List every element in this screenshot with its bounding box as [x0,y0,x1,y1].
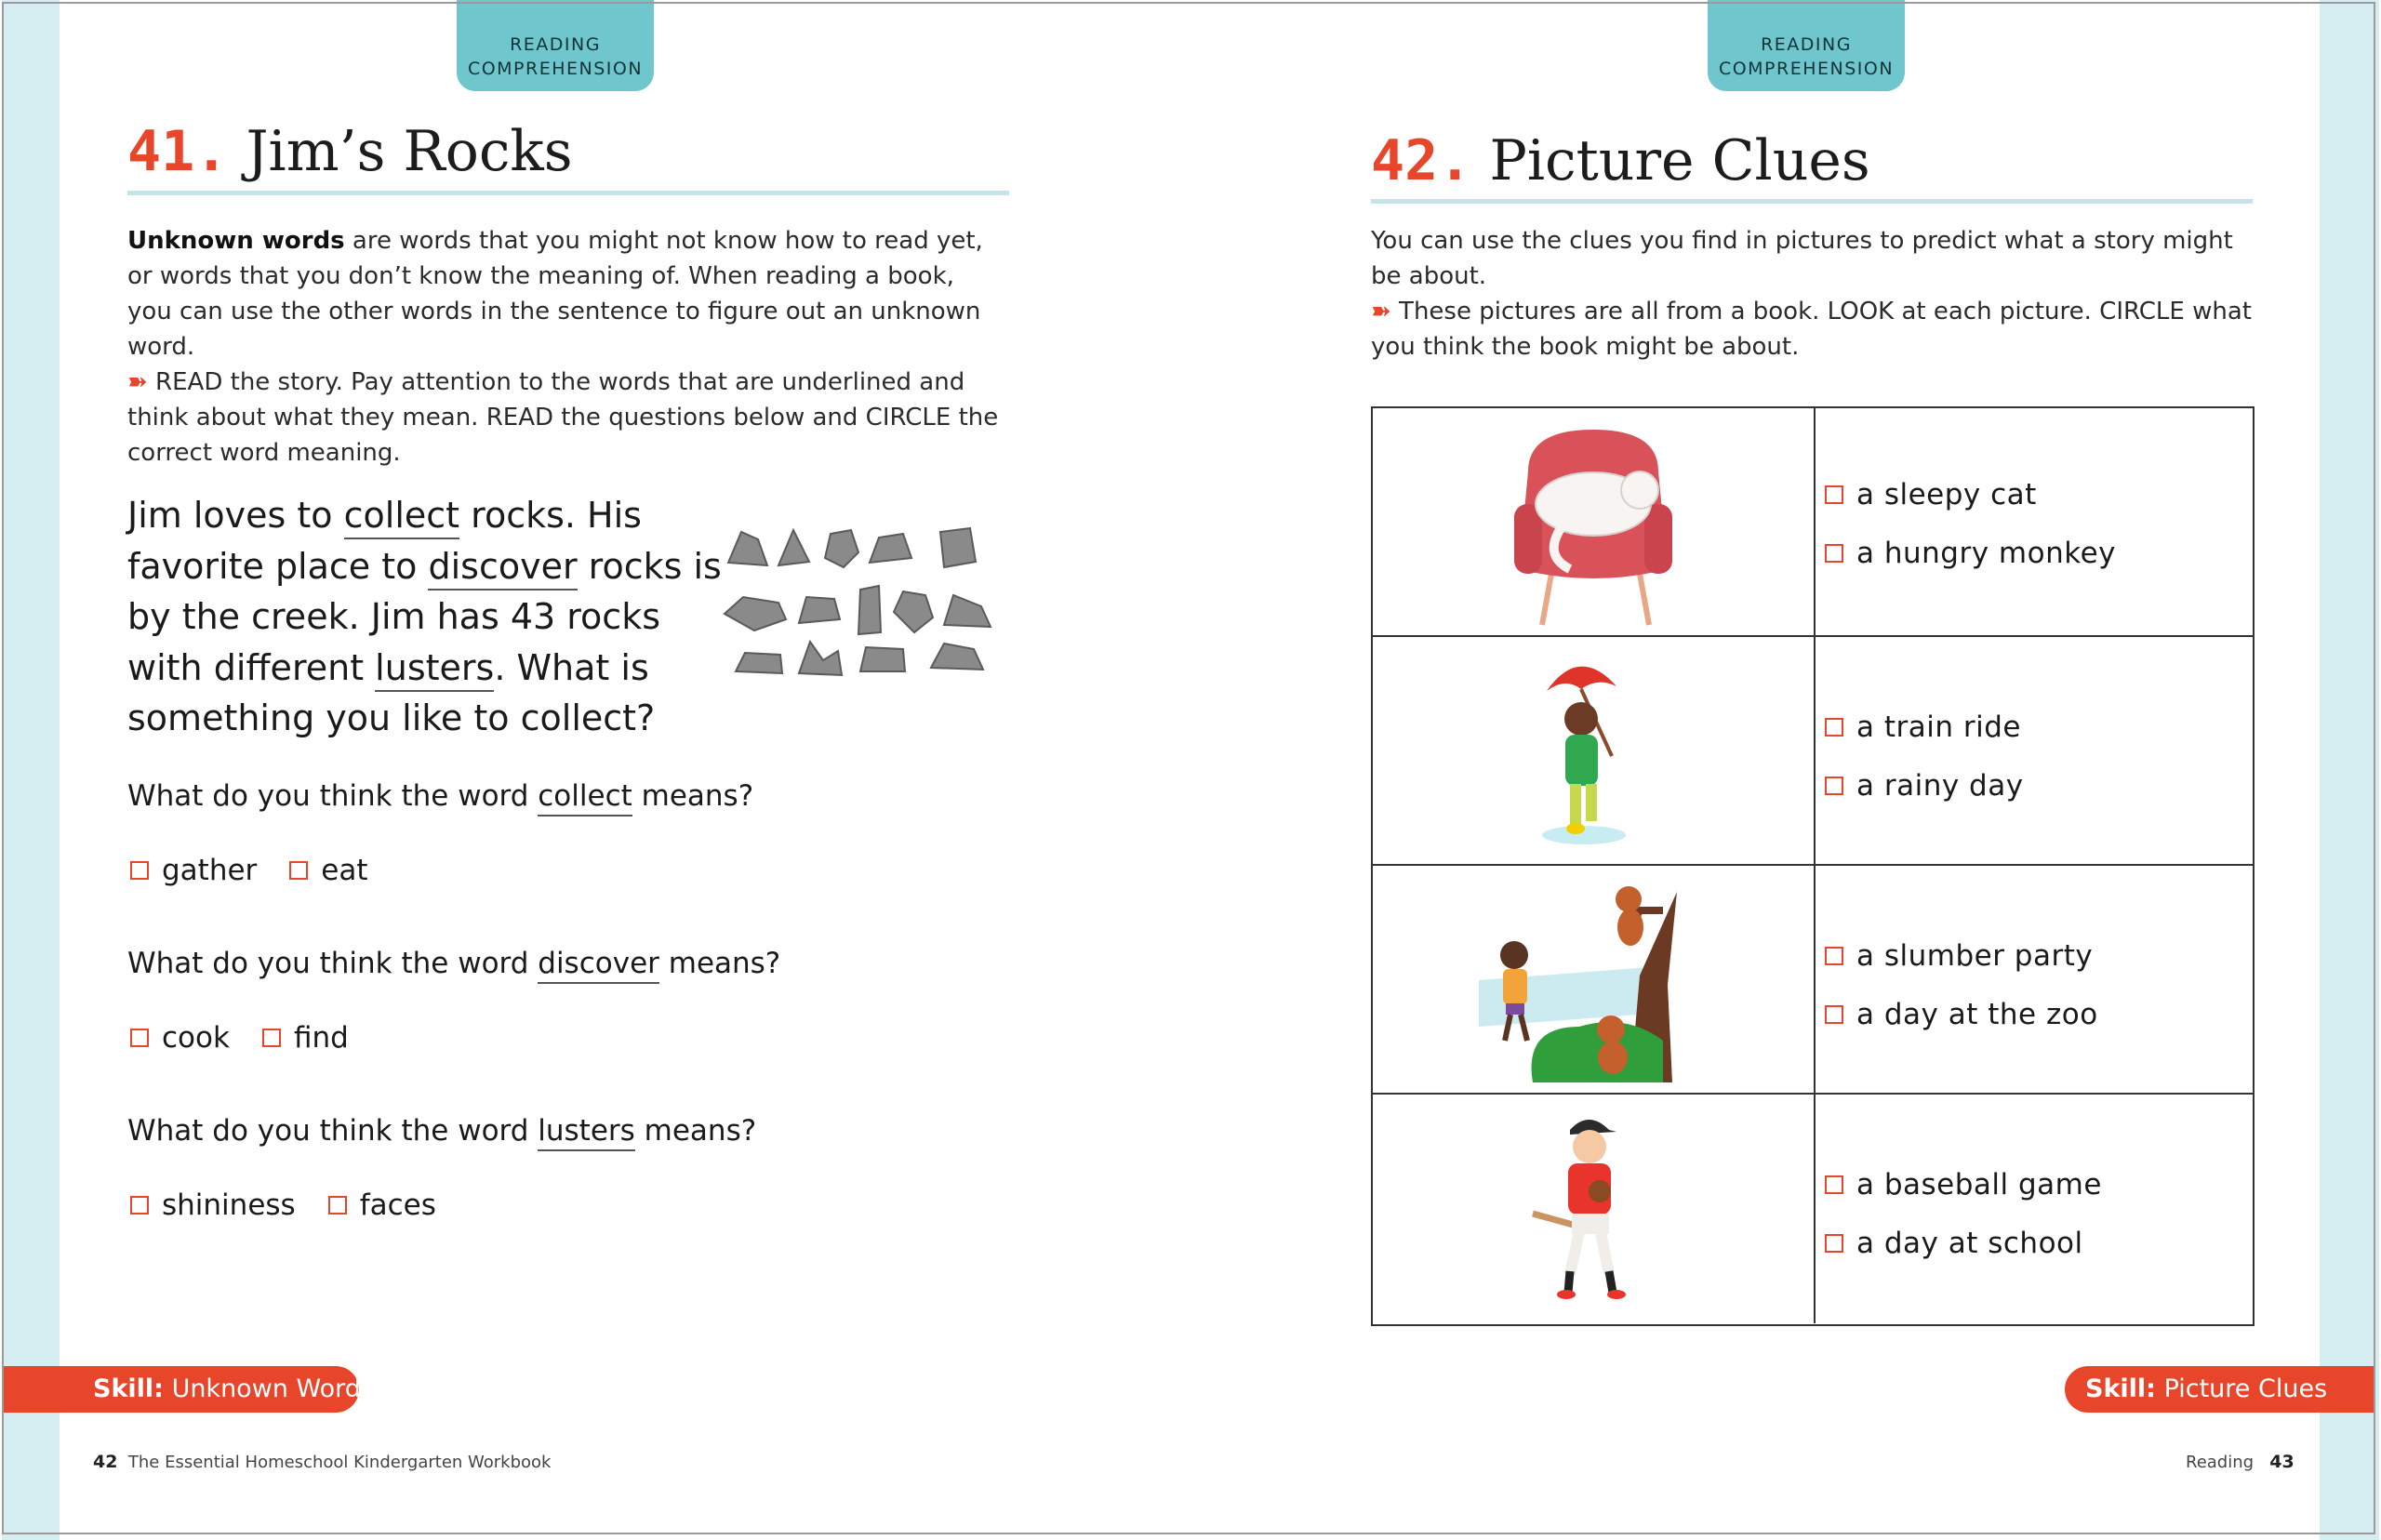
underlined-word: discover [538,947,659,984]
checkbox[interactable] [1825,544,1843,563]
skill-label: Skill: [2085,1374,2156,1403]
answer-option[interactable] [130,1021,230,1055]
girl-with-monkeys-picture [1373,866,1814,1095]
option-label: a rainy day [1856,769,2024,803]
child-with-umbrella-picture [1373,637,1814,866]
skill-value: Picture Clues [2163,1374,2328,1403]
activity-number: 42. [1371,128,1472,193]
table-row [1373,408,2253,637]
checkbox[interactable] [1825,718,1843,737]
question-text: means? [632,779,754,813]
option-label: a hungry monkey [1856,537,2116,570]
underlined-word: lusters [538,1114,635,1151]
activity-number: 41. [127,119,229,184]
choice-option[interactable] [1825,939,2093,973]
choice-option[interactable] [1825,478,2037,511]
option-label: faces [359,1188,436,1222]
option-label: a day at school [1856,1227,2083,1260]
column-divider [1814,1095,1816,1323]
page-title [127,119,573,184]
choice-option[interactable] [1825,1227,2083,1260]
arrow-icon: ➽ [1371,298,1391,325]
instruction-text: READ the story. Pay attention to the words that are underlined and think about what they mean. READ the questions below and CIRCLE the correct word meaning. [127,368,999,467]
table-row [1373,637,2253,866]
option-label: find [293,1021,349,1055]
question-text: means? [658,947,781,980]
intro-text: are words that you might not know how to read yet, or words that you don’t know the meaning of. When reading a book, you can use the other words in the sentence to figure out an unknown word. [127,227,983,361]
story-part: rocks is by the creek. Jim has 43 rocks with different [127,545,722,688]
question-text: What do you think the word [127,1114,539,1148]
option-label: a baseball game [1856,1168,2102,1201]
skill-value: Unknown Words [171,1374,374,1403]
underlined-word: collect [538,779,632,816]
skill-badge [2065,1366,2375,1413]
option-label: a train ride [1856,710,2021,744]
underlined-word: collect [344,495,459,539]
table-row [1373,1095,2253,1323]
title-text: Jim’s Rocks [246,119,573,184]
tab-line: READING [1761,34,1852,55]
checkbox[interactable] [1825,1234,1843,1253]
answer-option[interactable] [130,854,257,887]
story-part: . What is something you like to collect? [127,646,656,738]
book-title: The Essential Homeschool Kindergarten Workbook [127,1453,552,1472]
checkbox[interactable] [1825,777,1843,795]
baseball-player-picture [1373,1095,1814,1323]
option-label: a sleepy cat [1856,478,2037,511]
checkbox[interactable] [1825,947,1843,965]
column-divider [1814,866,1816,1093]
underlined-word: discover [428,546,577,591]
keyword: Unknown words [127,227,345,255]
story-part: Jim loves to [127,495,344,536]
choice-option[interactable] [1825,710,2021,744]
answer-option[interactable] [262,1021,349,1055]
intro-text: You can use the clues you find in pictures to predict what a story might be about. [1371,227,2233,290]
option-label: a slumber party [1856,939,2094,973]
right-margin-stripe [2320,0,2379,1540]
page-footer [93,1452,552,1472]
option-label: eat [321,854,368,887]
checkbox[interactable] [328,1196,347,1215]
tab-line: READING [510,34,601,55]
choice-option[interactable] [1825,1168,2102,1201]
option-label: gather [162,854,258,887]
title-rule [127,191,1009,195]
instruction-text: These pictures are all from a book. LOOK at each picture. CIRCLE what you think the book might be about. [1371,298,2252,361]
page-footer [2186,1452,2295,1472]
option-label: a day at the zoo [1856,998,2098,1031]
story-part: rocks. His favorite place to [127,495,642,587]
tab-line: COMPREHENSION [1718,59,1895,79]
answer-option[interactable] [328,1188,436,1222]
question-2 [127,947,780,980]
question-1-options [130,854,401,887]
question-text: What do you think the word [127,779,539,813]
question-3-options [130,1188,469,1222]
option-label: shininess [162,1188,296,1222]
title-text: Picture Clues [1489,128,1870,193]
checkbox[interactable] [1825,1005,1843,1024]
table-row [1373,866,2253,1095]
section-name: Reading [2186,1453,2255,1472]
question-2-options [130,1021,381,1055]
underlined-word: lusters [375,647,494,692]
checkbox[interactable] [289,861,308,880]
arrow-icon: ➽ [127,368,148,396]
skill-badge [2,1366,374,1413]
instructions [127,223,1002,471]
column-divider [1814,408,1816,635]
checkbox[interactable] [130,861,149,880]
answer-option[interactable] [130,1188,296,1222]
left-margin-stripe [2,0,60,1540]
option-label: cook [162,1021,230,1055]
question-text: What do you think the word [127,947,539,980]
instructions [1371,223,2255,365]
tab-line: COMPREHENSION [467,59,644,79]
checkbox[interactable] [1825,485,1843,504]
question-1 [127,779,753,813]
choice-option[interactable] [1825,998,2098,1031]
cat-on-chair-picture [1373,408,1814,637]
choice-option[interactable] [1825,769,2024,803]
checkbox[interactable] [130,1029,149,1047]
checkbox[interactable] [130,1196,149,1215]
page-number: 43 [2269,1452,2295,1472]
section-tab [1708,0,1905,91]
answer-option[interactable] [289,854,367,887]
checkbox[interactable] [1825,1175,1843,1194]
checkbox[interactable] [262,1029,281,1047]
question-text: means? [634,1114,757,1148]
story-text [127,490,723,744]
question-3 [127,1114,756,1148]
title-rule [1371,199,2253,204]
skill-label: Skill: [93,1374,164,1403]
picture-clues-table [1371,406,2255,1326]
rocks-illustration [721,521,1000,697]
choice-option[interactable] [1825,537,2116,570]
page-number: 42 [93,1452,118,1472]
section-tab [457,0,654,91]
column-divider [1814,637,1816,864]
page-title [1371,128,1870,193]
